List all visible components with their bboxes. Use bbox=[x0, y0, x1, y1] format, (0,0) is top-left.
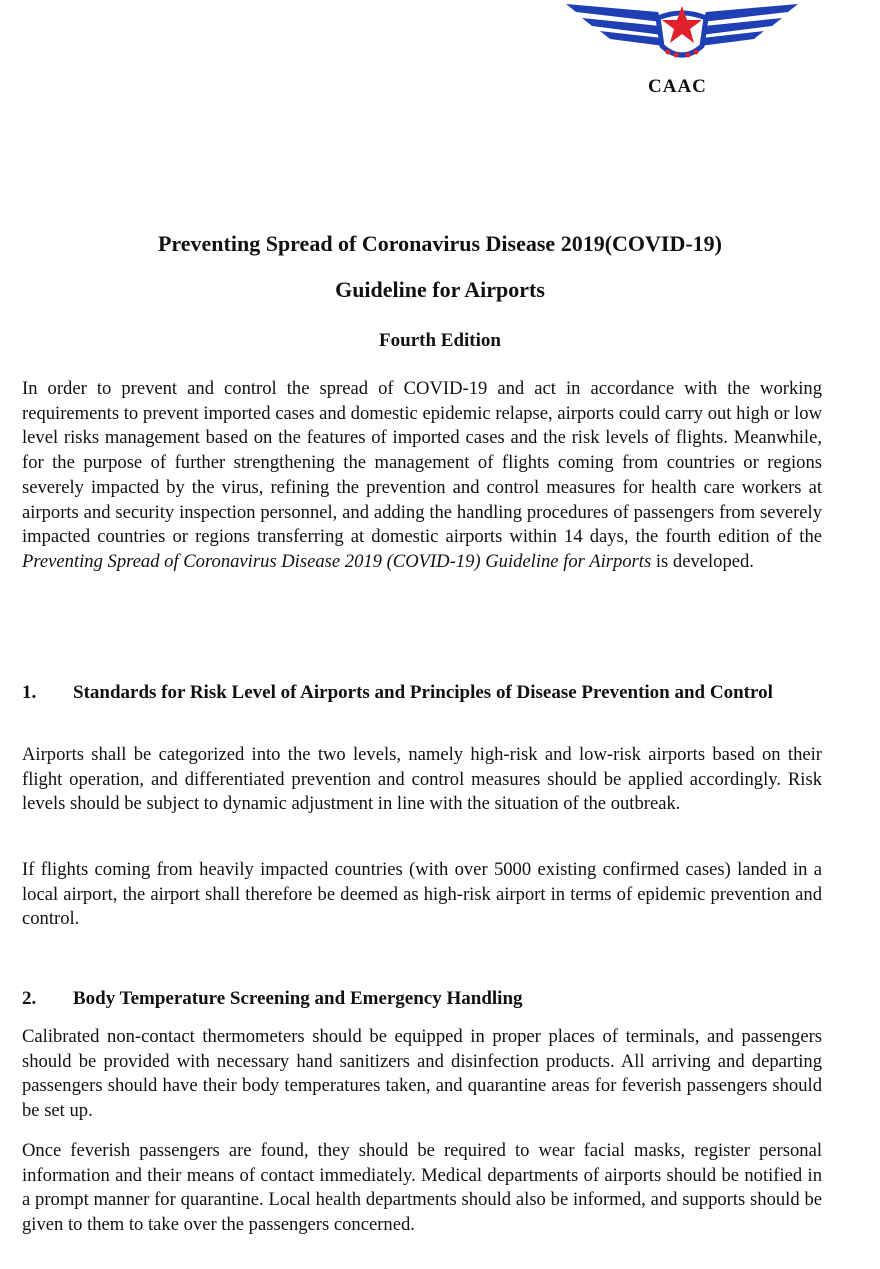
section-2-title: Body Temperature Screening and Emergency Handling bbox=[73, 988, 523, 1009]
section-1-title: Standards for Risk Level of Airports and Principles of Disease Prevention and Control bbox=[73, 682, 773, 703]
section-2-paragraph-1: Calibrated non-contact thermometers should be equipped in proper places of terminals, and passengers should be provided with necessary hand sanitizers and disinfection products. All arriving and departing passengers should have their body temperatures taken, and quarantine areas for feverish passengers should be set up. bbox=[22, 1026, 822, 1122]
section-2-number: 2. bbox=[22, 988, 37, 1009]
intro-italic-title: Preventing Spread of Coronavirus Disease 2019 (COVID-19) Guideline for Airports bbox=[22, 550, 652, 572]
intro-end: is developed. bbox=[651, 550, 754, 572]
section-1-paragraph-1: Airports shall be categorized into the two levels, namely high-risk and low-risk airports based on their flight operation, and differentiated prevention and control measures should be applied accordingly. Risk levels should be subject to dynamic adjustment in line with the situation of the outbreak. bbox=[22, 744, 822, 815]
caac-emblem-icon bbox=[562, 0, 802, 80]
intro-paragraph bbox=[22, 377, 822, 575]
section-2-paragraph-2: Once feverish passengers are found, they should be required to wear facial masks, register personal information and their means of contact immediately. Medical departments of airports should be notified in a prompt manner for quarantine. Local health departments should also be informed, and supports should be given to them to take over the passengers concerned. bbox=[22, 1140, 822, 1236]
document-title-line1: Preventing Spread of Coronavirus Disease 2019(COVID-19) bbox=[157, 231, 723, 256]
section-1-paragraph-2: If flights coming from heavily impacted countries (with over 5000 existing confirmed cases) landed in a local airport, the airport shall therefore be deemed as high-risk airport in terms of epidemic prevention and control. bbox=[22, 859, 822, 930]
intro-text: In order to prevent and control the spread of COVID-19 and act in accordance with the working requirements to prevent imported cases and domestic epidemic relapse, airports could carry out high or low level risks management based on the features of imported cases and the risk levels of flights. Meanwhile, for the purpose of further strengthening the management of flights coming from countries or regions severely impacted by the virus, refining the prevention and control measures for health care workers at airports and security inspection personnel, and adding the handling procedures of passengers from severely impacted countries or regions transferring at domestic airports within 14 days, the fourth edition of the bbox=[22, 378, 822, 548]
section-1-number: 1. bbox=[22, 682, 37, 703]
section-1-heading bbox=[22, 680, 822, 705]
section-2-heading bbox=[22, 986, 822, 1011]
edition-label: Fourth Edition bbox=[379, 330, 501, 351]
document-title-line2: Guideline for Airports bbox=[335, 277, 545, 302]
logo-text: CAAC bbox=[648, 76, 707, 97]
caac-logo bbox=[562, 0, 802, 100]
